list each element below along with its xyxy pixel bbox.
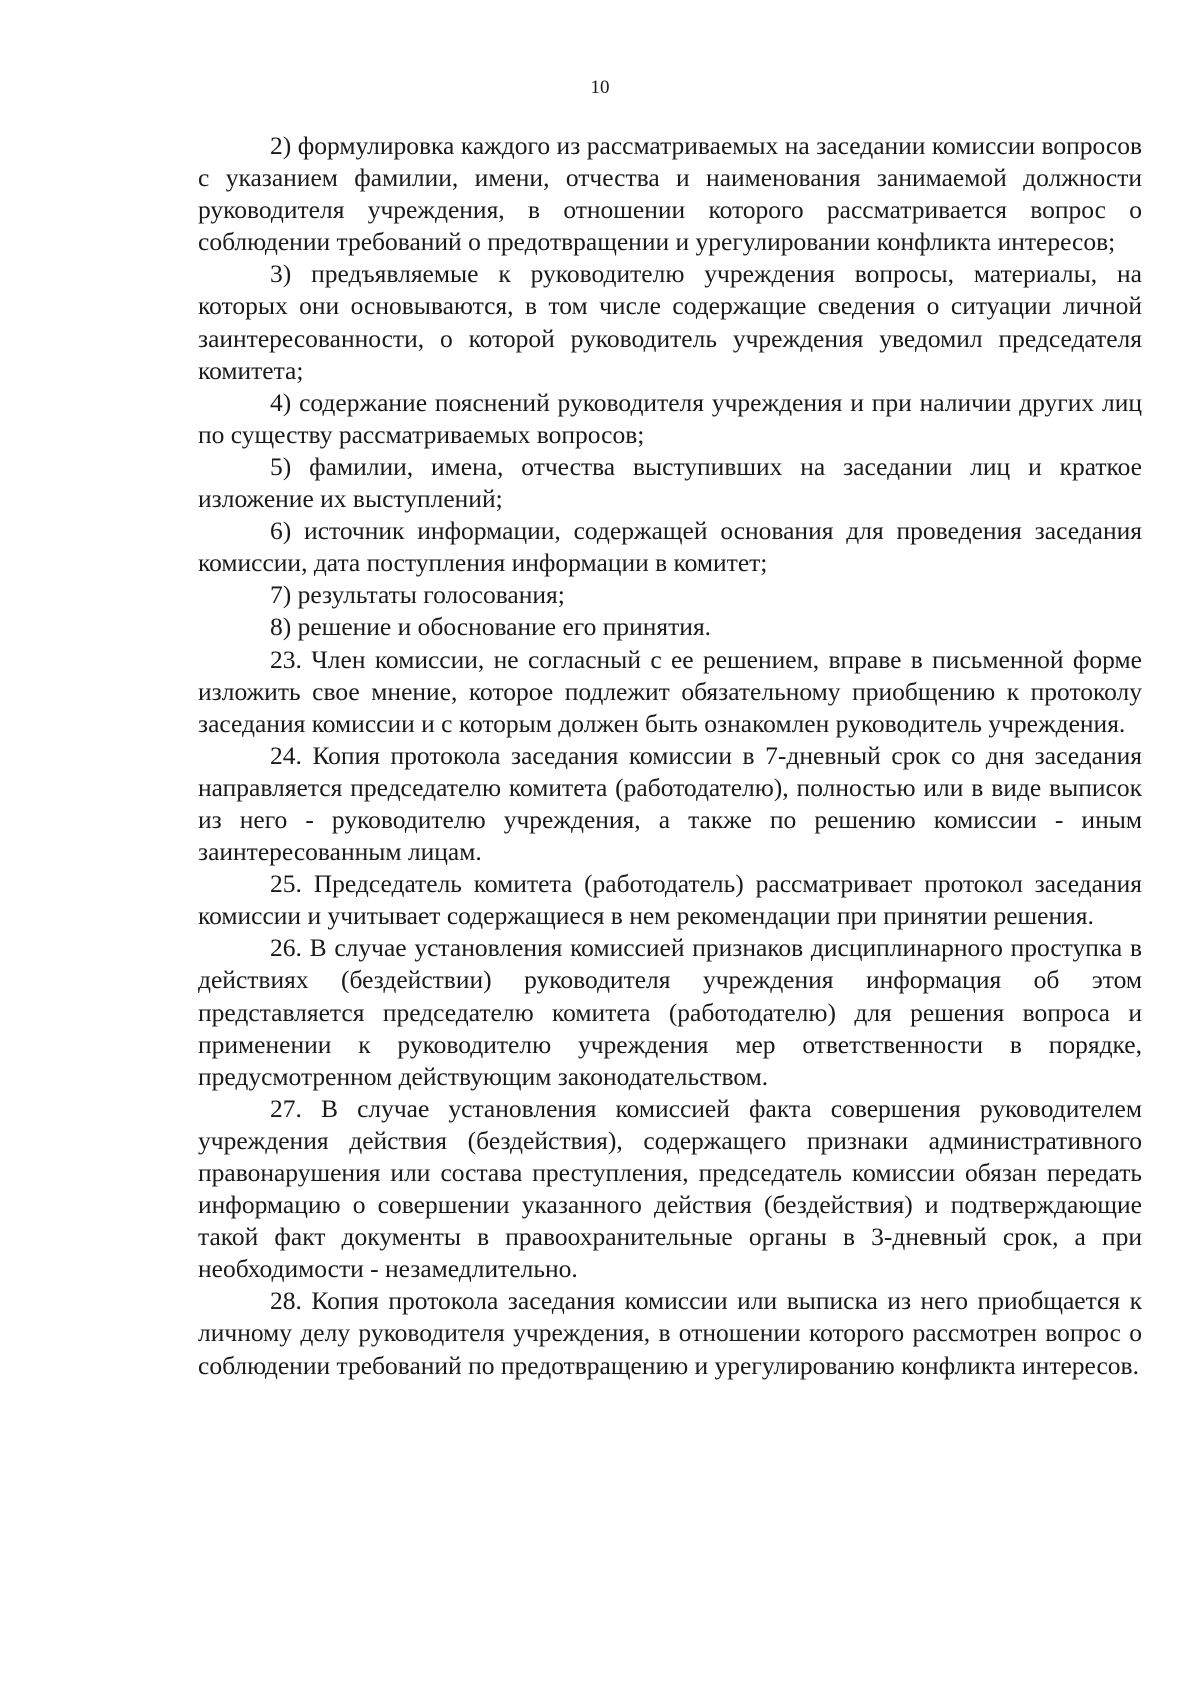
document-body	[198, 130, 1142, 1382]
paragraph-clause-24: 24. Копия протокола заседания комиссии в 7-дневный срок со дня заседания направляется председателю комитета (работодателю), полностью или в виде выписок из него - руководителю учреждения, а также по решению комиссии - иным заинтересованным лицам.	[198, 740, 1142, 867]
paragraph-clause-26: 26. В случае установления комиссией признаков дисциплинарного проступка в действиях (бездействии) руководителя учреждения информация об этом представляется председателю комитета (работодателю) для решения вопроса и применении к руководителю учреждения мер ответственности в порядке, предусмотренном действующим законодательством.	[198, 933, 1142, 1091]
paragraph-item-7: 7) результаты голосования;	[270, 580, 565, 610]
paragraph-item-5: 5) фамилии, имена, отчества выступивших на заседании лиц и краткое изложение их выступлений;	[198, 451, 1142, 514]
paragraph-clause-23: 23. Член комиссии, не согласный с ее решением, вправе в письменной форме изложить свое мнение, которое подлежит обязательному приобщению к протоколу заседания комиссии и с которым должен быть ознакомлен руководитель учреждения.	[198, 644, 1142, 738]
paragraph-item-8: 8) решение и обоснование его принятия.	[270, 612, 712, 642]
page-number: 10	[590, 77, 610, 98]
paragraph-clause-27: 27. В случае установления комиссией факта совершения руководителем учреждения действия (бездействия), содержащего признаки административного правонарушения или состава преступления, председатель комиссии обязан передать информацию о совершении указанного действия (бездействия) и подтверждающие такой факт документы в правоохранительные органы в 3-дневный срок, а при необходимости - незамедлительно.	[198, 1093, 1142, 1284]
paragraph-item-6: 6) источник информации, содержащей основания для проведения заседания комиссии, дата поступления информации в комитет;	[198, 516, 1142, 578]
paragraph-item-4: 4) содержание пояснений руководителя учреждения и при наличии других лиц по существу рассматриваемых вопросов;	[198, 387, 1142, 449]
paragraph-item-3: 3) предъявляемые к руководителю учреждения вопросы, материалы, на которых они основываются, в том числе содержащие сведения о ситуации личной заинтересованности, о которой руководитель учреждения уведомил председателя комитета;	[198, 259, 1142, 385]
paragraph-item-2: 2) формулировка каждого из рассматриваемых на заседании комиссии вопросов с указанием фамилии, имени, отчества и наименования занимаемой должности руководителя учреждения, в отношении которого рассматривается вопрос о соблюдении требований о предотвращении и урегулировании конфликта интересов;	[198, 131, 1142, 257]
paragraph-clause-28: 28. Копия протокола заседания комиссии или выписка из него приобщается к личному делу руководителя учреждения, в отношении которого рассмотрен вопрос о соблюдении требований по предотвращению и урегулированию конфликта интересов.	[198, 1286, 1142, 1380]
paragraph-clause-25: 25. Председатель комитета (работодатель) рассматривает протокол заседания комиссии и учитывает содержащиеся в нем рекомендации при принятии решения.	[198, 869, 1142, 931]
